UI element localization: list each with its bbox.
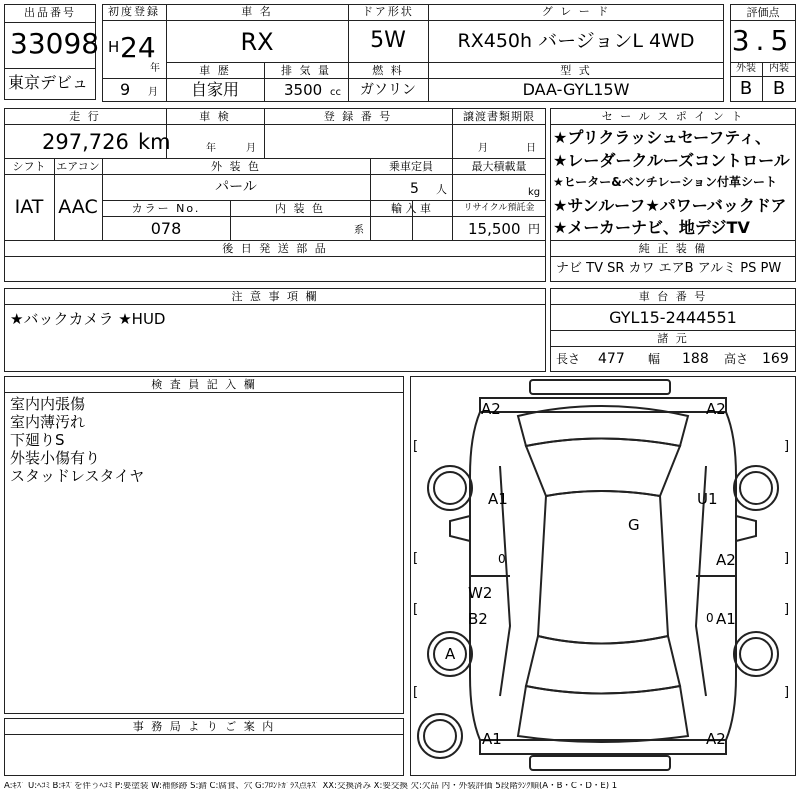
ext-grade: B (739, 78, 753, 99)
reg-year: 24 (120, 31, 156, 64)
damage-mark: A1 (482, 730, 502, 748)
width: 188 (682, 351, 709, 367)
bracket-mark: [ (413, 685, 419, 700)
sales-point: ★ヒーター&ベンチレーション付革シート (553, 175, 778, 189)
car-outline (410, 376, 796, 776)
caution-label: 注 意 事 項 欄 (231, 290, 319, 303)
exterior-color: パール (215, 179, 257, 195)
door-type: 5W (370, 28, 406, 53)
bracket-mark: [ (413, 551, 419, 566)
ac-label: エアコン (56, 160, 100, 173)
footer-legend: A:ｷｽﾞ U:ﾍｺﾐ B:ｷｽﾞを伴うﾍｺﾐ P:要塗装 W:補修跡 S:錆 C:腐食、穴 G:ﾌﾛﾝﾄｶﾞﾗｽ点ｷｽﾞ XX:交換済み X:要交換 欠:欠品 内・外装評価 5段階ﾗﾝｸ順(A・B・C・D・E) 1 (4, 782, 618, 791)
recycle: 15,500 (468, 220, 521, 238)
capacity-label: 乗車定員 (389, 160, 433, 173)
int-grade: B (772, 78, 786, 99)
length: 477 (598, 351, 625, 367)
color-no-label: カラー No. (131, 202, 201, 215)
chassis-number: GYL15-2444551 (609, 308, 737, 327)
bracket-mark: [ (413, 439, 419, 454)
insp-month-unit: 月 (246, 143, 256, 154)
transfer-month-unit: 月 (478, 143, 488, 154)
bracket-mark: ] (784, 551, 790, 566)
sales-point: ★レーダークルーズコントロール (553, 151, 790, 170)
mileage: 297,726 (42, 130, 129, 154)
damage-mark: U1 (697, 490, 718, 508)
damage-mark: 0 (498, 552, 506, 566)
equip-label: 純 正 装 備 (638, 242, 708, 255)
exterior-label: 外 装 色 (211, 160, 261, 173)
damage-mark: A2 (706, 400, 726, 418)
damage-mark: A2 (716, 551, 736, 569)
inspector-line: スタッドレスタイヤ (10, 467, 145, 485)
import-label: 輸 入 車 (391, 202, 431, 215)
bracket-mark: [ (413, 602, 419, 617)
door-label: ドア形状 (362, 5, 414, 18)
office-label: 事 務 局 よ り ご 案 内 (132, 720, 276, 733)
history: 自家用 (190, 80, 239, 99)
mileage-label: 走 行 (69, 110, 101, 123)
insp-year-unit: 年 (206, 143, 216, 154)
name-label: 車 名 (241, 5, 273, 18)
load-label: 最大積載量 (471, 160, 527, 173)
month-unit: 月 (148, 87, 158, 98)
sales-point: ★サンルーフ★パワーバックドア (553, 196, 787, 215)
inspector-label: 検 査 員 記 入 欄 (151, 378, 257, 391)
transfer-day-unit: 日 (526, 143, 536, 154)
sales-point: ★プリクラッシュセーフティ、 (553, 128, 772, 147)
inspector-line: 下廻りS (10, 431, 65, 449)
damage-mark: W2 (468, 584, 493, 602)
displacement-unit: cc (330, 87, 341, 98)
inspection-label: 車 検 (199, 110, 231, 123)
year-unit: 年 (150, 63, 160, 74)
recycle-label: リサイクル預託金 (463, 203, 535, 213)
inspector-line: 外装小傷有り (10, 449, 101, 467)
reg-number-label: 登 録 番 号 (323, 110, 393, 123)
interior-suffix: 系 (354, 225, 364, 236)
era: H (108, 38, 120, 56)
damage-mark: A2 (706, 730, 726, 748)
lot-number: 33098 (10, 27, 100, 60)
history-label: 車 歴 (199, 64, 231, 77)
bracket-mark: ] (784, 685, 790, 700)
debut-label: 東京デビュ (8, 73, 89, 92)
model-label: 型 式 (560, 64, 592, 77)
damage-mark: A1 (716, 610, 736, 628)
damage-mark: A2 (481, 400, 501, 418)
sales-point: ★メーカーナビ、地デジTV (553, 218, 750, 237)
width-label: 幅 (648, 352, 661, 366)
first-reg-label: 初度登録 (108, 5, 160, 18)
score-label: 評価点 (746, 6, 780, 19)
interior-label: 内 装 色 (275, 202, 325, 215)
mileage-unit: km (138, 130, 171, 154)
lot-label: 出品番号 (24, 6, 76, 19)
damage-mark: A (445, 645, 456, 663)
height: 169 (762, 351, 789, 367)
height-label: 高さ (724, 352, 749, 366)
color-no: 078 (150, 219, 182, 238)
ac: AAC (58, 196, 98, 218)
caution-text: ★バックカメラ ★HUD (10, 310, 166, 328)
chassis-label: 車 台 番 号 (638, 290, 708, 303)
damage-mark: A1 (488, 490, 508, 508)
damage-mark: G (628, 516, 640, 534)
later-parts-label: 後 日 発 送 部 品 (222, 242, 328, 255)
damage-mark: B2 (468, 610, 488, 628)
score: 3.5 (731, 24, 795, 57)
bracket-mark: ] (784, 602, 790, 617)
recycle-unit: 円 (528, 222, 541, 236)
damage-mark: 0 (706, 611, 714, 625)
inspector-line: 室内内張傷 (10, 395, 86, 413)
grade: RX450h バージョンL 4WD (457, 30, 695, 52)
fuel: ガソリン (360, 82, 416, 98)
length-label: 長さ (556, 352, 581, 366)
capacity-unit: 人 (436, 183, 447, 196)
displacement-label: 排 気 量 (281, 64, 331, 77)
ext-label: 外装 (736, 63, 756, 74)
transfer-label: 譲渡書類期限 (463, 110, 535, 123)
sales-label: セ ー ル ス ポ イ ン ト (601, 110, 745, 123)
grade-label: グ レ ー ド (541, 5, 611, 18)
load-unit: kg (528, 187, 541, 198)
equipment: ナビ TV SR カワ エアB アルミ PS PW (556, 261, 782, 276)
capacity: 5 (410, 181, 419, 197)
dims-label: 諸 元 (657, 332, 689, 345)
displacement: 3500 (284, 81, 323, 99)
model-code: DAA-GYL15W (522, 80, 630, 99)
shift: IAT (14, 196, 44, 218)
int-label: 内装 (769, 63, 789, 74)
fuel-label: 燃 料 (372, 64, 404, 77)
shift-label: シフト (12, 160, 46, 173)
bracket-mark: ] (784, 439, 790, 454)
reg-month: 9 (120, 80, 131, 99)
car-name: RX (240, 28, 274, 56)
inspector-line: 室内薄汚れ (10, 413, 86, 431)
